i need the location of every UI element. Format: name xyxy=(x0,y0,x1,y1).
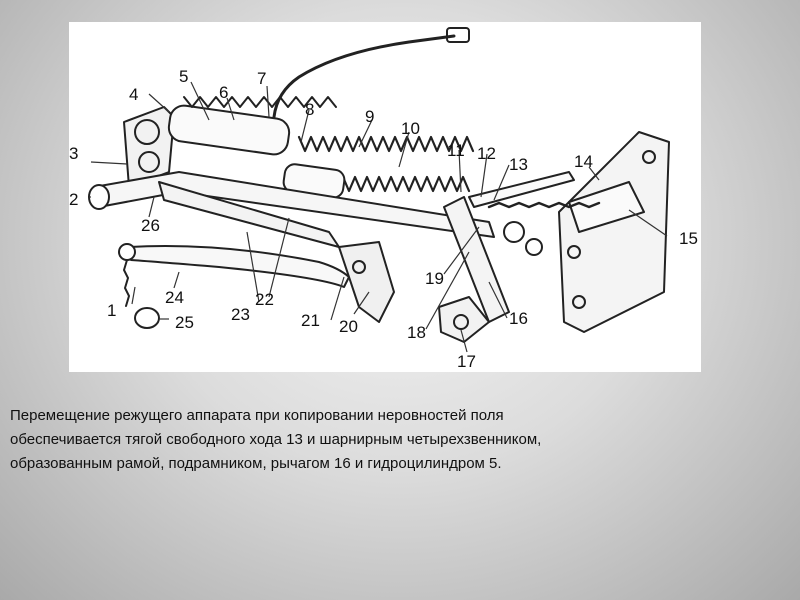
callout-25: 25 xyxy=(175,313,194,332)
callout-23: 23 xyxy=(231,305,250,324)
callout-24: 24 xyxy=(165,288,184,307)
chain-link xyxy=(124,260,129,306)
callout-10: 10 xyxy=(401,119,420,138)
callout-21: 21 xyxy=(301,311,320,330)
callout-16: 16 xyxy=(509,309,528,328)
callout-19: 19 xyxy=(425,269,444,288)
callout-5: 5 xyxy=(179,67,189,86)
callout-3: 3 xyxy=(69,144,79,163)
callout-6: 6 xyxy=(219,83,229,102)
callout-8: 8 xyxy=(305,100,315,119)
caption-line-1: Перемещение режущего аппарата при копировании неровностей поля xyxy=(10,407,504,424)
callout-13: 13 xyxy=(509,155,528,174)
caption-line-2: обеспечивается тягой свободного хода 13 и шарнирным четырехзвенником, xyxy=(10,431,542,448)
callout-2: 2 xyxy=(69,190,79,209)
mechanism-drawing xyxy=(69,22,701,372)
callout-1: 1 xyxy=(107,301,117,320)
callout-14: 14 xyxy=(574,152,593,171)
callout-18: 18 xyxy=(407,323,426,342)
callout-11: 11 xyxy=(447,141,465,160)
caption-line-3: образованным рамой, подрамником, рычагом 16 и гидроцилиндром 5. xyxy=(10,455,502,472)
callout-22: 22 xyxy=(255,290,274,309)
callout-26: 26 xyxy=(141,216,160,235)
free-travel-rod xyxy=(469,172,574,207)
callout-7: 7 xyxy=(257,69,267,88)
callout-20: 20 xyxy=(339,317,358,336)
mechanism-diagram xyxy=(69,22,701,372)
callout-15: 15 xyxy=(679,229,698,248)
callout-9: 9 xyxy=(365,107,375,126)
callout-12: 12 xyxy=(477,144,496,163)
link-24 xyxy=(129,246,349,287)
callout-17: 17 xyxy=(457,352,476,371)
caption xyxy=(10,404,790,476)
hydraulic-cylinder xyxy=(167,104,291,156)
callout-4: 4 xyxy=(129,85,139,104)
